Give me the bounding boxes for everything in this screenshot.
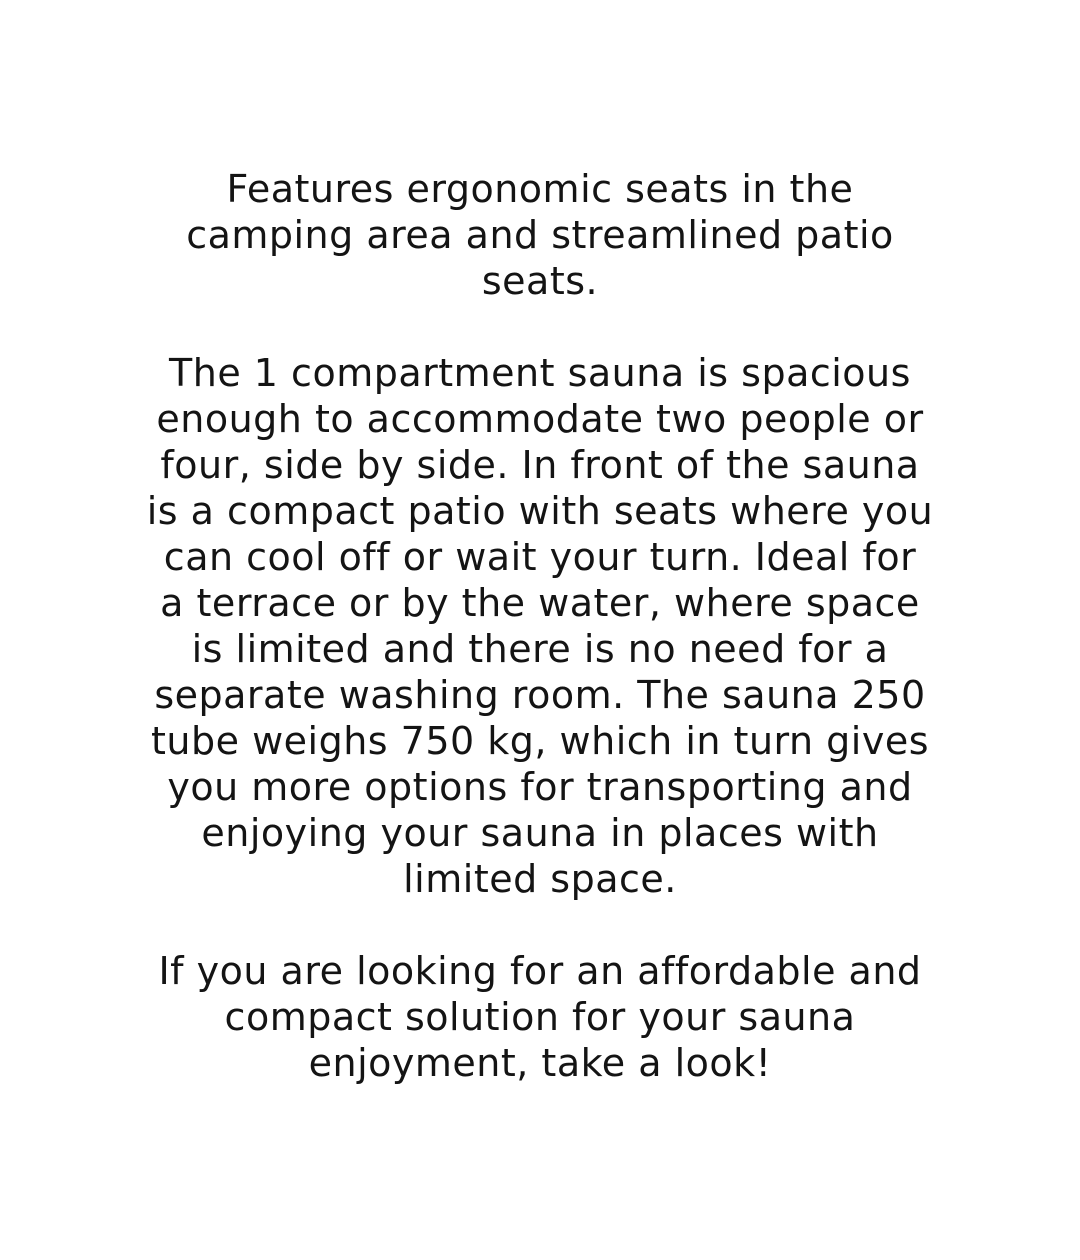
text-line: The 1 compartment sauna is spacious (169, 351, 911, 395)
text-line: is limited and there is no need for a (191, 627, 889, 671)
text-line: enjoying your sauna in places with (201, 811, 879, 855)
text-line: enjoyment, take a look! (308, 1041, 772, 1085)
text-line: a terrace or by the water, where space (160, 581, 920, 625)
features-paragraph (110, 166, 970, 304)
text-line: you more options for transporting and (167, 765, 913, 809)
text-line: four, side by side. In front of the sauna (160, 443, 920, 487)
text-line: seats. (481, 259, 599, 303)
text-line: If you are looking for an affordable and (158, 949, 922, 993)
text-line: is a compact patio with seats where you (146, 489, 934, 533)
text-line: separate washing room. The sauna 250 (154, 673, 926, 717)
text-line: Features ergonomic seats in the (226, 167, 854, 211)
text-line: limited space. (403, 857, 677, 901)
text-line: compact solution for your sauna (224, 995, 856, 1039)
text-line: can cool off or wait your turn. Ideal for (163, 535, 917, 579)
text-line: camping area and streamlined patio (186, 213, 894, 257)
text-line: enough to accommodate two people or (156, 397, 924, 441)
description-paragraph (110, 350, 970, 902)
text-line: tube weighs 750 kg, which in turn gives (151, 719, 929, 763)
call-to-action-paragraph (110, 948, 970, 1086)
product-description (110, 166, 970, 1086)
